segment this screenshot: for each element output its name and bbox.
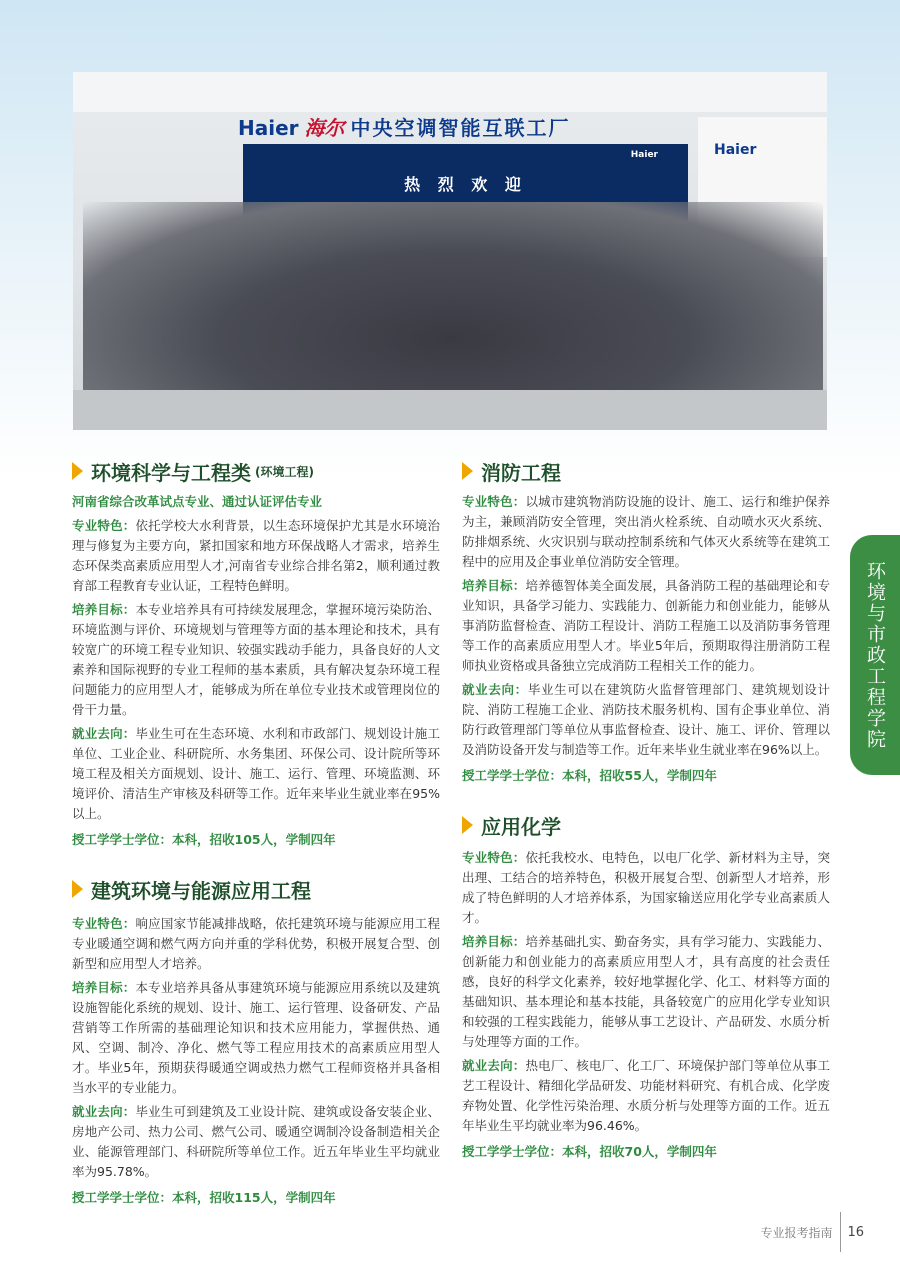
section-fire-engineering [462,456,830,784]
haier-logo: Haier [238,116,299,140]
goal-paragraph [72,978,440,1098]
footer-label: 专业报考指南 [760,1225,833,1240]
feature-label: 专业特色： [72,518,136,533]
feature-paragraph [462,848,830,928]
degree-info: 授工学学士学位：本科，招收115人，学制四年 [72,1190,336,1205]
section-building-energy [72,874,440,1206]
welcome-text: 热 烈 欢 迎 [404,175,527,194]
section-heading [462,810,830,840]
page-footer [760,1212,864,1252]
goal-label: 培养目标： [462,578,526,593]
photo-ceiling [73,72,827,112]
goal-label: 培养目标： [72,980,136,995]
job-label: 就业去向： [462,682,528,697]
triangle-bullet-icon [462,462,473,480]
job-label: 就业去向： [72,726,136,741]
feature-text: 依托我校水、电特色，以电厂化学、新材料为主导，突出理、工结合的培养特色，积极开展复合型、创新型人才培养，形成了特色鲜明的人才培养体系，为国家输送应用化学专业高素质人才。 [462,850,830,925]
job-paragraph [462,680,830,760]
feature-text: 响应国家节能减排战略，依托建筑环境与能源应用工程专业暖通空调和燃气两方向并重的学科优势，积极开展复合型、创新型和应用型人才培养。 [72,916,440,971]
section-title: 建筑环境与能源应用工程 [91,878,311,903]
screen-brand: Haier [630,150,658,160]
college-side-tab [850,535,900,775]
job-paragraph [72,1102,440,1182]
triangle-bullet-icon [72,880,83,898]
feature-paragraph [72,516,440,596]
section-heading [72,456,440,486]
feature-label: 专业特色： [72,916,136,931]
section-environmental-engineering [72,456,440,848]
footer-divider [840,1212,841,1252]
factory-sign [238,112,571,141]
goal-text: 本专业培养具备从事建筑环境与能源应用系统以及建筑设施智能化系统的规划、设计、施工、运行管理、设备研发、产品营销等工作所需的基础理论知识和技术应用能力，掌握供热、通风、空调、制冷、净化、燃气等工程应用技术的高素质应用型人才。毕业5年，预期获得暖通空调或热力燃气工程师资格并具备相当水平的专业能力。 [72,980,440,1095]
goal-label: 培养目标： [72,602,136,617]
section-heading [72,874,440,904]
triangle-bullet-icon [72,462,83,480]
job-label: 就业去向： [72,1104,136,1119]
feature-text: 依托学校大水利背景，以生态环境保护尤其是水环境治理与修复为主要方向，紧扣国家和地方环保战略人才需求，培养生态环保类高素质应用型人才,河南省专业综合排名第2，顺利通过教育部工程教育专业认证，工程特色鲜明。 [72,518,440,593]
degree-info: 授工学学士学位：本科，招收70人，学制四年 [462,1144,717,1159]
goal-text: 培养基础扎实、勤奋务实，具有学习能力、实践能力、创新能力和创业能力的高素质应用型人才，具有高度的社会责任感，良好的科学文化素养，较好地掌握化学、化工、材料等方面的基础知识、基本理论和基本技能，具备较宽广的应用化学专业知识和较强的工程实践能力，能够从事工艺设计、产品研发、水质分析与处理等方面的工作。 [462,934,830,1049]
side-brand: Haier [714,142,757,158]
goal-text: 本专业培养具有可持续发展理念，掌握环境污染防治、环境监测与评价、环境规划与管理等方面的基本理论和技术，具有较宽广的环境工程专业知识、较强实践动手能力，具备良好的人文素养和国际视野的专业工程师的基本素质，具有解决复杂环境工程问题能力的应用型人才，能够成为所在单位专业技术或管理岗位的骨干力量。 [72,602,440,717]
photo-floor [73,390,827,430]
job-text: 毕业生可在生态环境、水利和市政部门、规划设计施工单位、工业企业、科研院所、水务集团、环保公司、设计院所等环境工程及相关方面规划、设计、施工、运行、管理、环境监测、环境评价、清洁生产审核及科研等工作。近年来毕业生就业率在95%以上。 [72,726,440,821]
haier-script-logo: 海尔 [304,116,345,140]
section-heading [462,456,830,486]
page-number: 16 [847,1224,864,1240]
section-subtitle: (环境工程) [255,464,314,479]
goal-paragraph [462,576,830,676]
section-title: 环境科学与工程类 [91,460,251,485]
section-applied-chemistry [462,810,830,1160]
goal-text: 培养德智体美全面发展，具备消防工程的基础理论和专业知识，具备学习能力、实践能力、创新能力和创业能力，能够从事消防监督检查、消防工程设计、消防工程施工以及消防事务管理等工作的高素质应用型人才。毕业5年后，预期取得注册消防工程师执业资格或具备独立完成消防工程相关工作的能力。 [462,578,830,673]
feature-text: 以城市建筑物消防设施的设计、施工、运行和维护保养为主，兼顾消防安全管理，突出消火栓系统、自动喷水灭火系统、防排烟系统、火灾识别与联动控制系统和气体灭火系统等在建筑工程中的应用及企事业单位消防安全管理。 [462,494,830,569]
job-text: 热电厂、核电厂、化工厂、环境保护部门等单位从事工艺工程设计、精细化学品研发、功能材料研究、有机合成、化学废弃物处置、化学性污染治理、水质分析与处理等方面的工作。近五年毕业生平均就业率为96.46%。 [462,1058,830,1133]
section-title: 应用化学 [481,814,561,839]
goal-paragraph [72,600,440,720]
section-lead: 河南省综合改革试点专业、通过认证评估专业 [72,494,323,509]
job-label: 就业去向： [462,1058,526,1073]
college-name: 环境与市政工程学院 [864,560,886,750]
feature-label: 专业特色： [462,494,526,509]
job-text: 毕业生可到建筑及工业设计院、建筑或设备安装企业、房地产公司、热力公司、燃气公司、暖通空调制冷设备制造相关企业、能源管理部门、科研院所等单位工作。近五年毕业生平均就业率为95.78%。 [72,1104,440,1179]
job-paragraph [72,724,440,824]
feature-paragraph [462,492,830,572]
section-title: 消防工程 [481,460,561,485]
factory-name: 中央空调智能互联工厂 [350,116,571,140]
job-paragraph [462,1056,830,1136]
triangle-bullet-icon [462,816,473,834]
right-column [462,456,830,1160]
goal-label: 培养目标： [462,934,526,949]
degree-info: 授工学学士学位：本科，招收105人，学制四年 [72,832,336,847]
goal-paragraph [462,932,830,1052]
job-text: 毕业生可以在建筑防火监督管理部门、建筑规划设计院、消防工程施工企业、消防技术服务机构、国有企事业单位、消防行政管理部门等单位从事监督检查、设计、施工、评价、管理以及消防设备开发与制造等工作。近年来毕业生就业率在96%以上。 [462,682,830,757]
left-column [72,456,440,1206]
feature-paragraph [72,914,440,974]
group-photo [73,72,827,430]
degree-info: 授工学学士学位：本科，招收55人，学制四年 [462,768,717,783]
feature-label: 专业特色： [462,850,526,865]
